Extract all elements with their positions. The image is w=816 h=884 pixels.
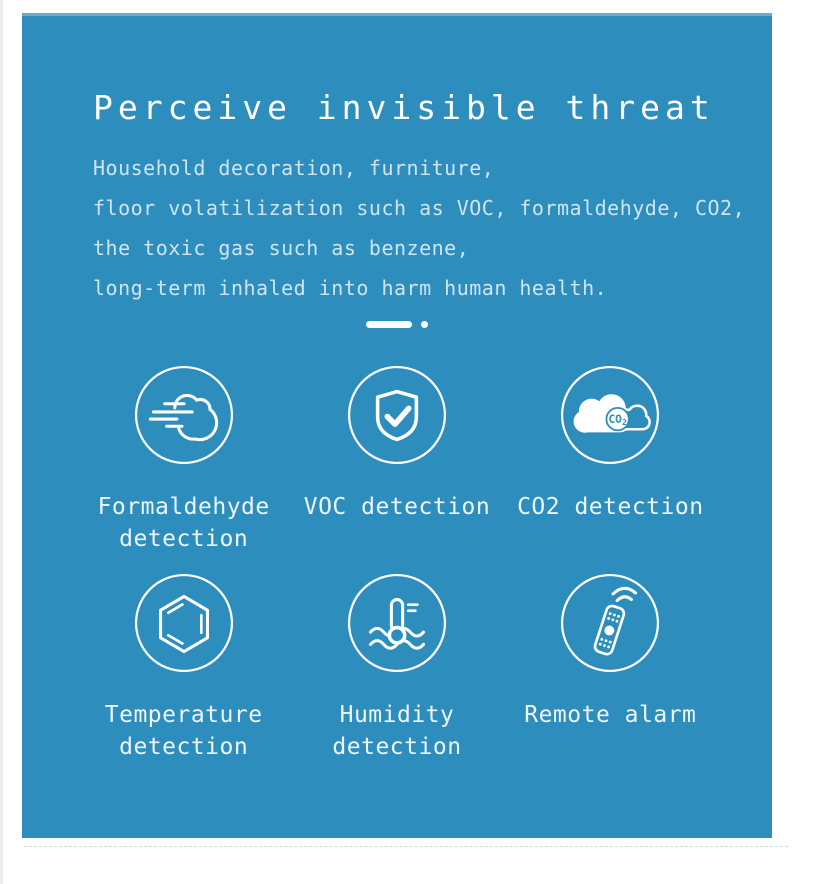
description-line: Household decoration, furniture,: [93, 156, 495, 180]
svg-text:CO2: CO2: [608, 413, 628, 428]
feature-label: Temperature detection: [104, 702, 263, 760]
feature-formaldehyde-detection: [77, 364, 290, 555]
gas-cloud-icon: [133, 364, 235, 466]
description-line: floor volatilization such as VOC, formaldehyde, CO2,: [93, 196, 746, 220]
carousel-page-indicator: [22, 321, 772, 328]
feature-voc-detection: [290, 364, 503, 555]
feature-remote-alarm: [504, 572, 717, 763]
feature-humidity-detection: [290, 572, 503, 763]
description-paragraph: [93, 148, 772, 308]
feature-label: CO2 detection: [517, 494, 704, 520]
feature-label: VOC detection: [303, 494, 491, 520]
benzene-hexagon-icon: [133, 572, 235, 674]
feature-label: Humidity detection: [332, 702, 462, 760]
feature-co2-detection: [504, 364, 717, 555]
feature-label: Remote alarm: [524, 702, 697, 728]
blue-info-panel: [22, 13, 772, 838]
feature-grid: [77, 364, 717, 763]
feature-label: Formaldehyde detection: [97, 494, 270, 552]
description-line: the toxic gas such as benzene,: [93, 236, 470, 260]
shield-check-icon: [346, 364, 448, 466]
page-left-border: [0, 0, 3, 884]
feature-temperature-detection: [77, 572, 290, 763]
thermometer-wave-icon: [346, 572, 448, 674]
divider-dashed-line: [24, 846, 788, 847]
page-indicator-active: [366, 321, 412, 328]
remote-control-icon: [559, 572, 661, 674]
description-line: long-term inhaled into harm human health.: [93, 276, 608, 300]
page-title: Perceive invisible threat: [93, 88, 715, 127]
co2-cloud-icon: [559, 364, 661, 466]
page-indicator-inactive: [421, 321, 428, 328]
